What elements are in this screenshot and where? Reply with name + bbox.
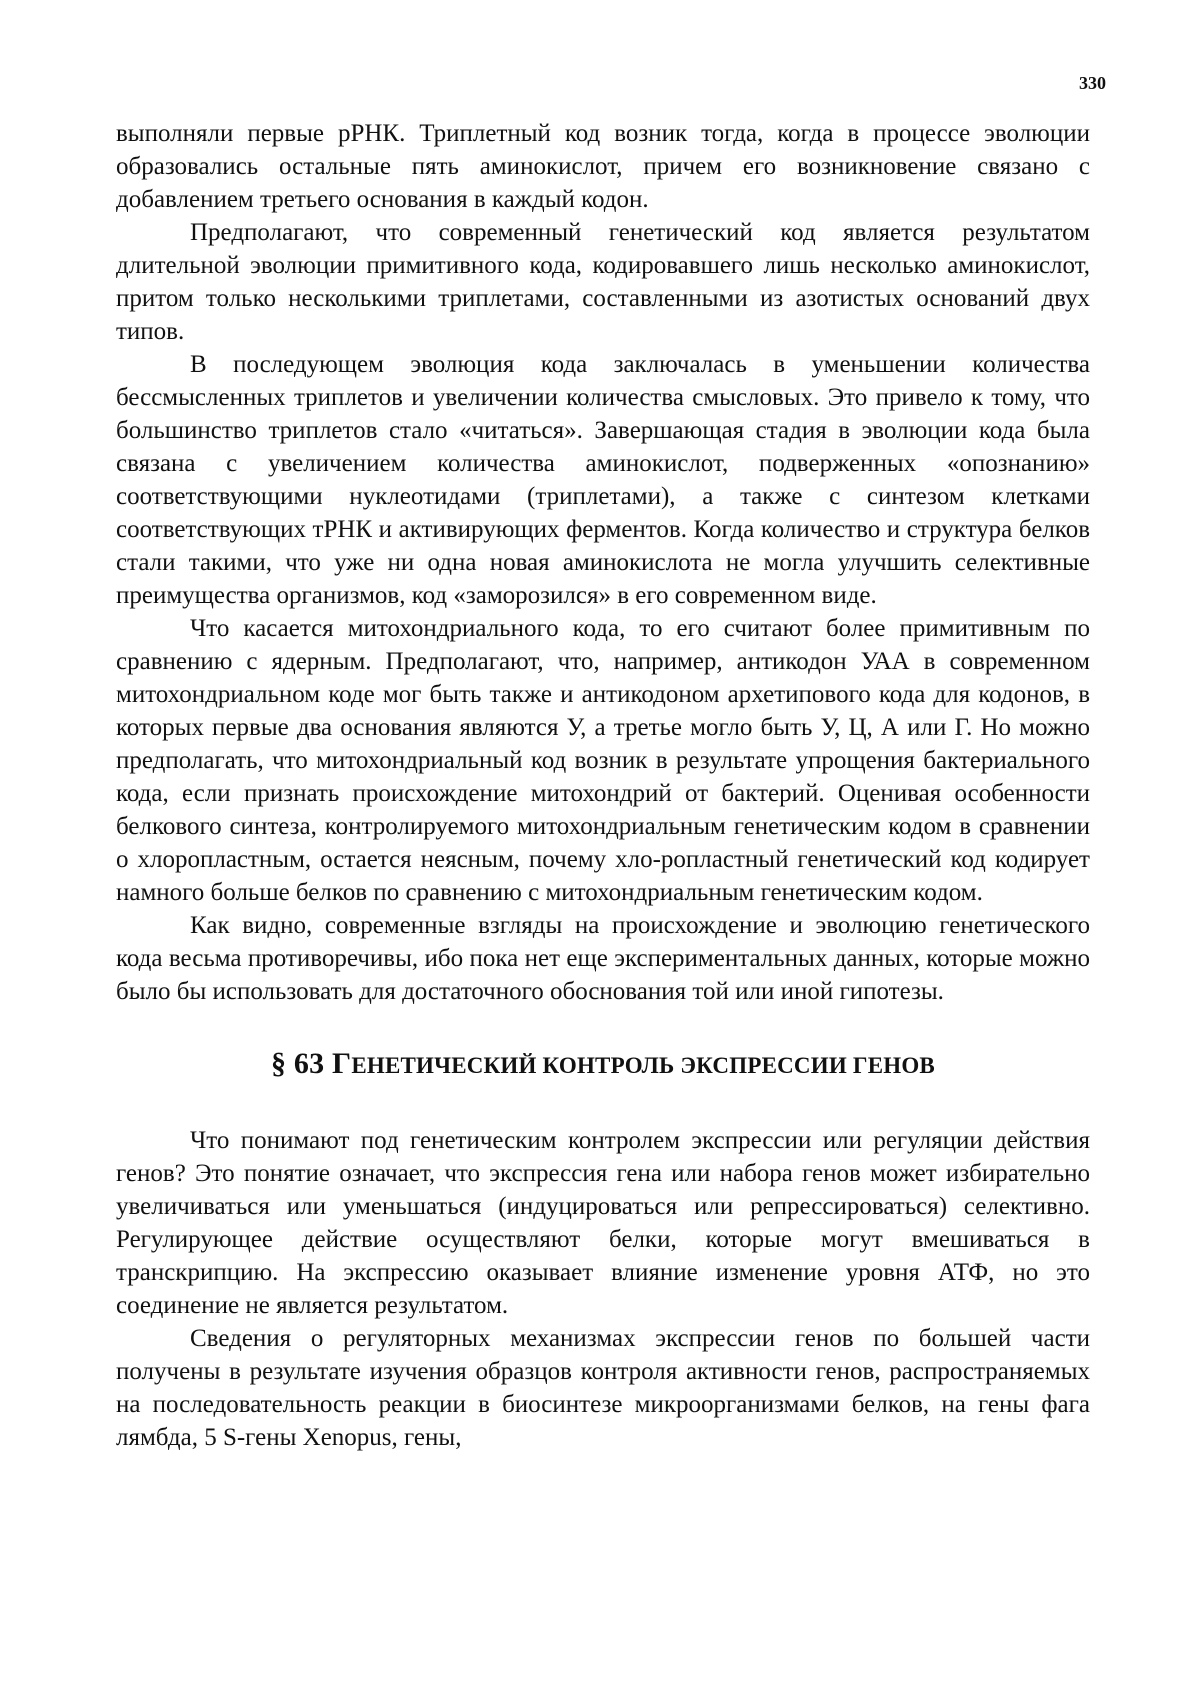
document-page [0,0,1200,1697]
page-number: 330 [1079,74,1106,92]
paragraph: Как видно, современные взгляды на происхождение и эволюцию генетического кода весьма противоречивы, ибо пока нет еще экспериментальных данных, которые можно было бы использовать для достаточного обоснования той или иной гипотезы. [116,909,1090,1008]
body-text [116,117,1090,1454]
paragraph: Сведения о регуляторных механизмах экспрессии генов по большей части получены в результате изучения образцов контроля активности генов, распространяемых на последовательность реакции в биосинтезе микроорганизмами белков, на гены фага лямбда, 5 S-гены Xenopus, гены, [116,1322,1090,1454]
section-heading-title: ЕНЕТИЧЕСКИЙ КОНТРОЛЬ ЭКСПРЕССИИ ГЕНОВ [351,1053,935,1078]
paragraph: Предполагают, что современный генетический код является результатом длительной эволюции примитивного кода, кодировавшего лишь несколько аминокислот, притом только несколькими триплетами, составленными из азотистых оснований двух типов. [116,216,1090,348]
paragraph: Что понимают под генетическим контролем экспрессии или регуляции действия генов? Это понятие означает, что экспрессия гена или набора генов может избирательно увеличиваться или уменьшаться (индуцироваться или репрессироваться) селективно. Регулирующее действие осуществляют белки, которые могут вмешиваться в транскрипцию. На экспрессию оказывает влияние изменение уровня АТФ, но это соединение не является результатом. [116,1124,1090,1322]
paragraph: выполняли первые рРНК. Триплетный код возник тогда, когда в процессе эволюции образовались остальные пять аминокислот, причем его возникновение связано с добавлением третьего основания в каждый кодон. [116,117,1090,216]
section-heading [116,1046,1090,1084]
section-heading-prefix: § 63 Г [271,1047,351,1080]
paragraph: Что касается митохондриального кода, то его считают более примитивным по сравнению с ядерным. Предполагают, что, например, антикодон УАА в современном митохондриальном коде мог быть также и антикодоном архетипового кода для кодонов, в которых первые два основания являются У, а третье могло быть У, Ц, А или Г. Но можно предполагать, что митохондриальный код возник в результате упрощения бактериального кода, если признать происхождение митохондрий от бактерий. Оценивая особенности белкового синтеза, контролируемого митохондриальным генетическим кодом в сравнении о хлоропластным, остается неясным, почему хло-ропластный генетический код кодирует намного больше белков по сравнению с митохондриальным генетическим кодом. [116,612,1090,909]
paragraph: В последующем эволюция кода заключалась в уменьшении количества бессмысленных триплетов и увеличении количества смысловых. Это привело к тому, что большинство триплетов стало «читаться». Завершающая стадия в эволюции кода была связана с увеличением количества аминокислот, подверженных «опознанию» соответствующими нуклеотидами (триплетами), а также с синтезом клетками соответствующих тРНК и активирующих ферментов. Когда количество и структура белков стали такими, что уже ни одна новая аминокислота не могла улучшить селективные преимущества организмов, код «заморозился» в его современном виде. [116,348,1090,612]
